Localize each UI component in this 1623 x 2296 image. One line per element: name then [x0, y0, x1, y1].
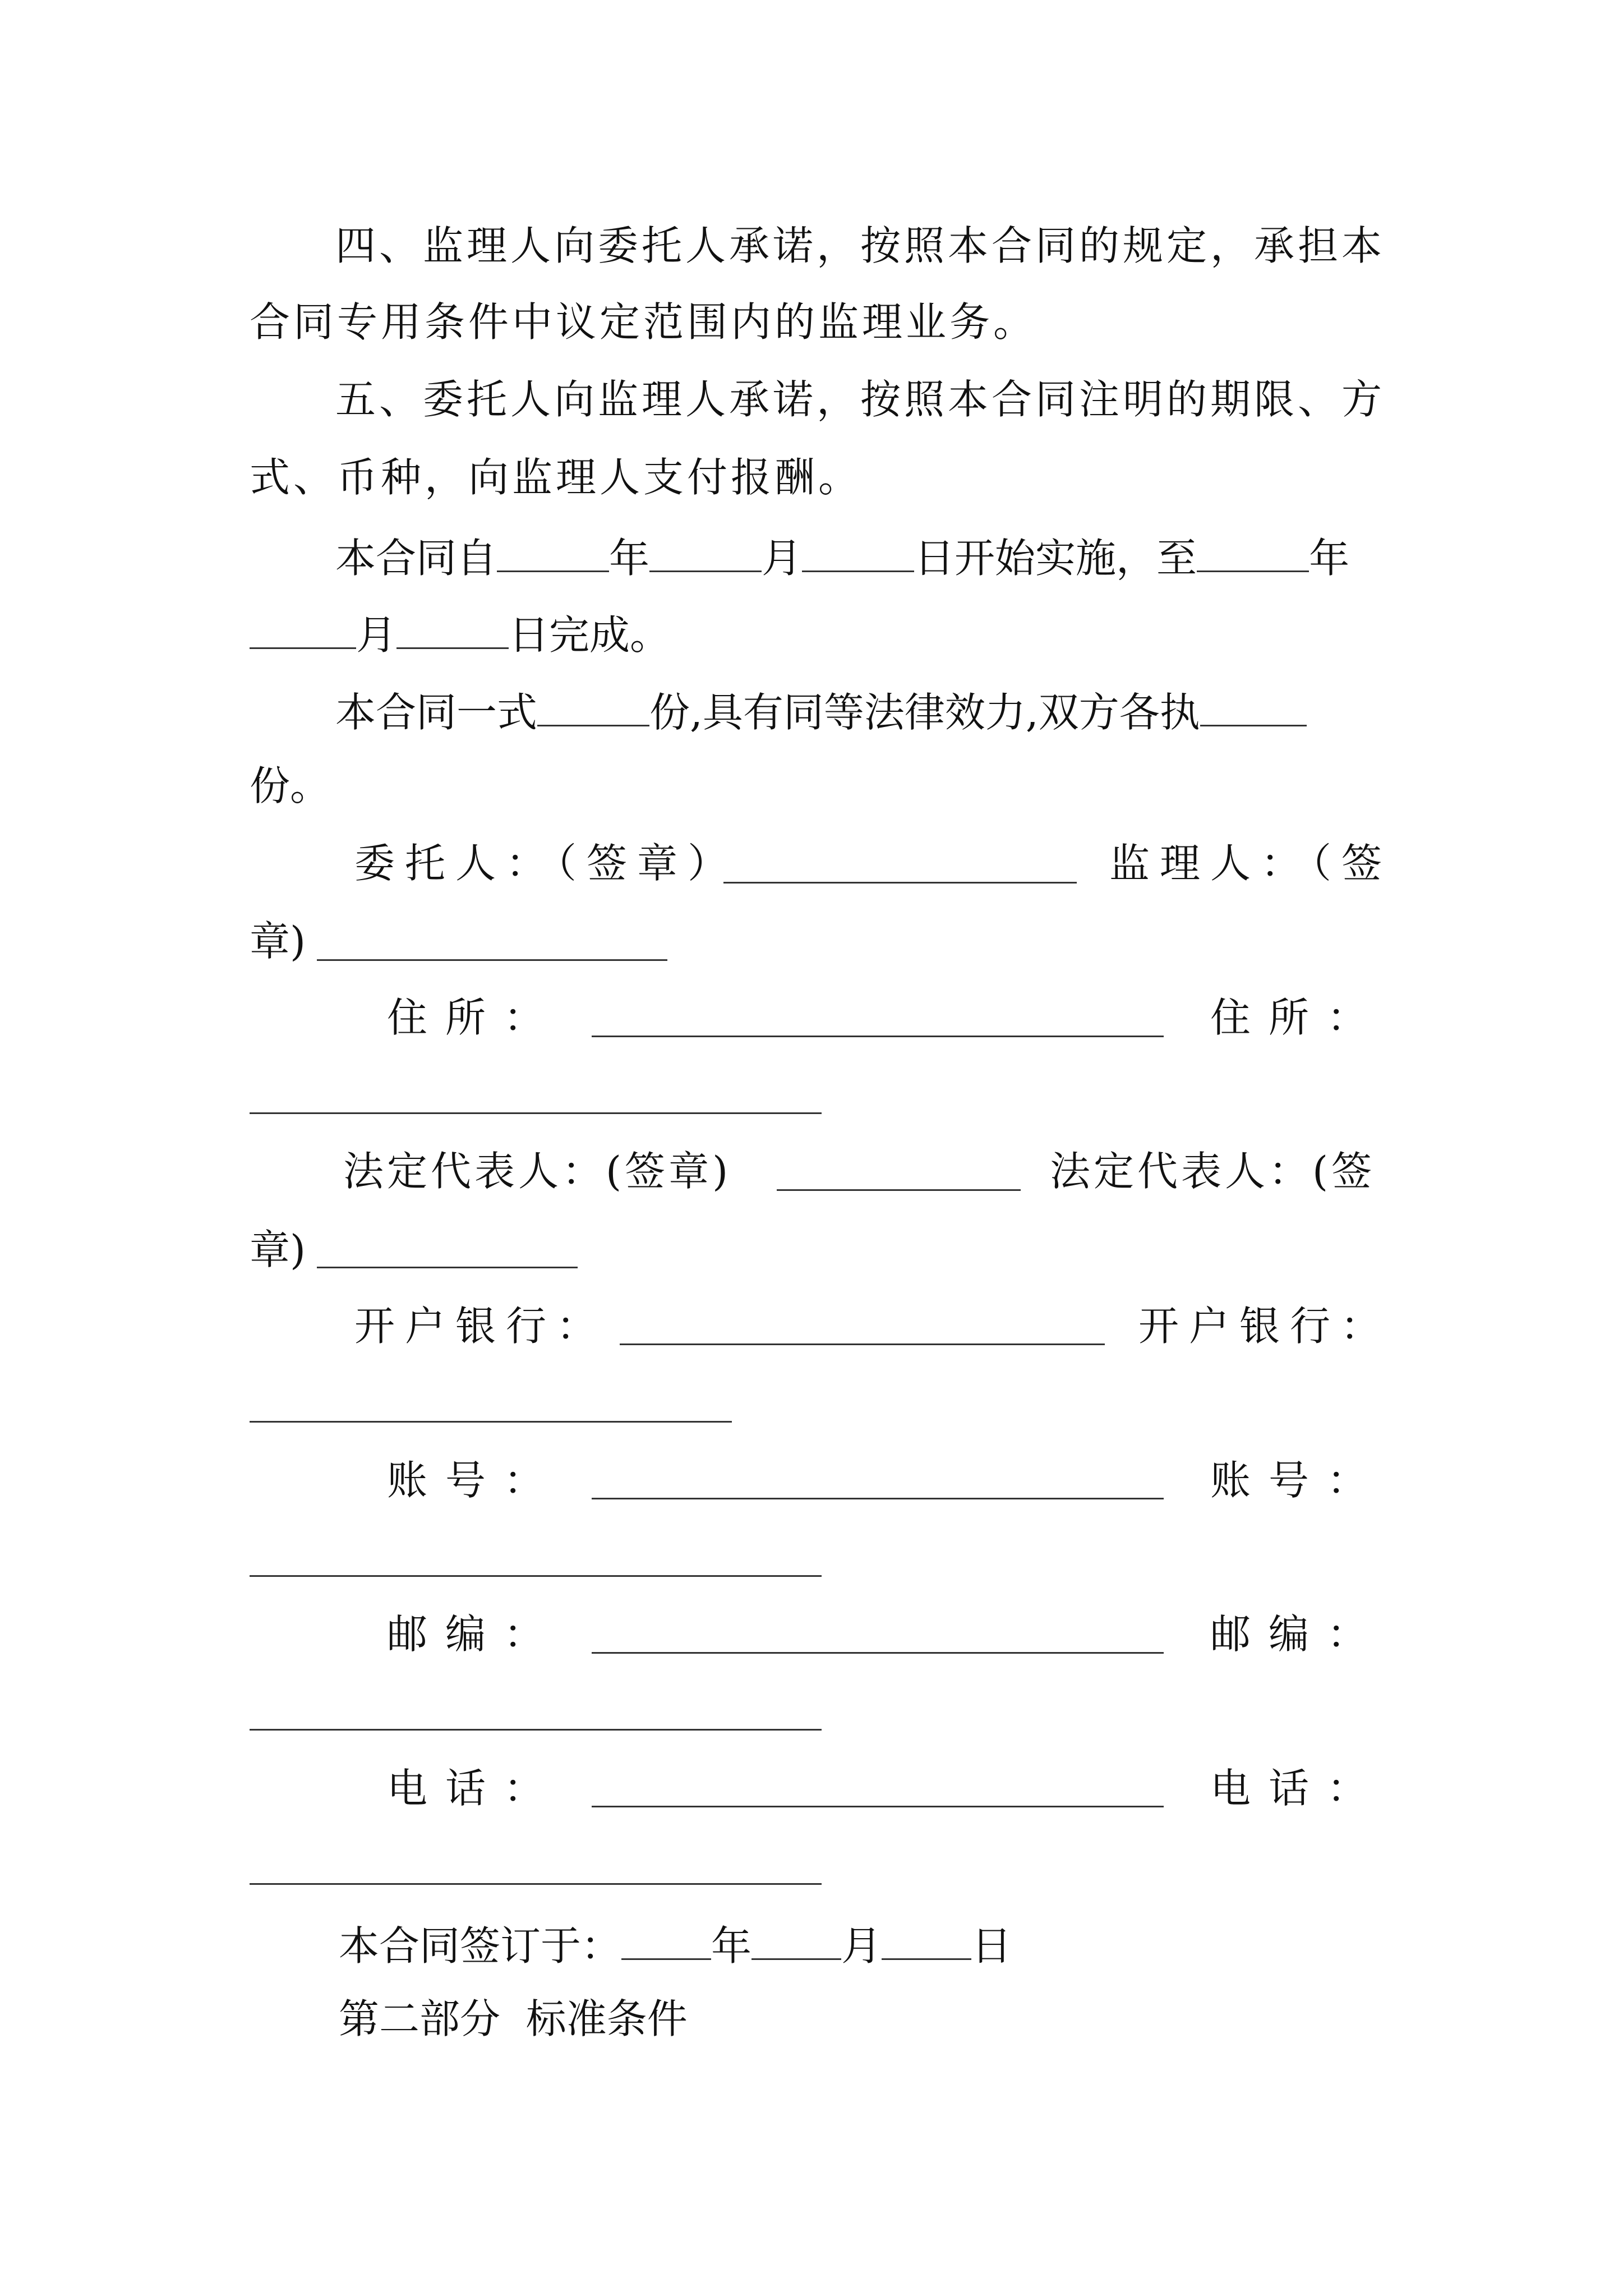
supervisor-legal-rep-line[interactable] [317, 1267, 578, 1268]
copies-line-1 [335, 689, 1307, 736]
supervisor-address-label: 住所： [1210, 994, 1386, 1041]
term-end-year-label: 年 [1309, 535, 1350, 582]
term-start-day-blank[interactable] [802, 535, 914, 572]
client-legal-rep-label: 法定代表人：(签章) [343, 1148, 732, 1195]
signed-date-line [339, 1922, 1012, 1970]
supervisor-postcode-line[interactable] [250, 1729, 822, 1731]
contract-term-line-2 [250, 611, 671, 659]
clause-5-line-1: 五、委托人向监理人承诺，按照本合同注明的期限、方 [335, 376, 1386, 423]
client-phone-label: 电话： [387, 1765, 562, 1812]
term-end-day-label: 日完成。 [509, 611, 671, 659]
term-start-month-blank[interactable] [649, 535, 762, 572]
term-year-label: 年 [609, 535, 650, 582]
supervisor-legal-rep-label-end: 章) [250, 1226, 306, 1273]
term-end-year-blank[interactable] [1197, 535, 1309, 572]
supervisor-address-line[interactable] [250, 1112, 822, 1114]
term-month-label: 月 [762, 535, 803, 582]
client-address-line[interactable] [592, 1036, 1164, 1037]
signed-month-label: 月 [841, 1922, 882, 1970]
supervisor-phone-label: 电话： [1210, 1765, 1386, 1812]
copies-total-blank[interactable] [537, 689, 649, 726]
signed-year-blank[interactable] [621, 1922, 711, 1960]
supervisor-account-label: 账号： [1210, 1457, 1386, 1504]
contract-term-line-1 [335, 535, 1350, 582]
signed-month-blank[interactable] [751, 1922, 841, 1960]
copies-line-2: 份。 [250, 762, 331, 809]
client-postcode-line[interactable] [592, 1652, 1164, 1654]
supervisor-legal-rep-label: 法定代表人：(签 [1050, 1148, 1376, 1195]
client-bank-line[interactable] [620, 1343, 1105, 1345]
client-account-line[interactable] [592, 1498, 1164, 1499]
term-prefix: 本合同自 [335, 535, 497, 582]
signed-day-label: 日 [971, 1922, 1012, 1970]
supervisor-bank-label: 开户银行： [1138, 1303, 1391, 1350]
client-phone-line[interactable] [592, 1806, 1164, 1807]
client-account-label: 账号： [387, 1457, 562, 1504]
term-end-month-label: 月 [356, 611, 397, 659]
term-day-label: 日开始实施，至 [914, 535, 1197, 582]
client-postcode-label: 邮编： [387, 1611, 562, 1658]
supervisor-seal-line[interactable] [317, 959, 667, 961]
client-address-label: 住所： [387, 994, 562, 1041]
part-two-heading: 第二部分 标准条件 [339, 1995, 688, 2042]
signed-year-label: 年 [711, 1922, 752, 1970]
supervisor-seal-label: 监理人：（签 [1109, 840, 1393, 887]
supervisor-postcode-label: 邮编： [1210, 1611, 1386, 1658]
copies-prefix: 本合同一式 [335, 689, 538, 736]
term-end-day-blank[interactable] [396, 611, 509, 649]
supervisor-phone-line[interactable] [250, 1883, 822, 1885]
clause-5-line-2: 式、币种，向监理人支付报酬。 [250, 454, 863, 501]
supervisor-bank-line[interactable] [250, 1421, 732, 1423]
signed-day-blank[interactable] [882, 1922, 971, 1960]
client-seal-label: 委托人：（签章） [354, 840, 739, 887]
clause-4-line-2: 合同专用条件中议定范围内的监理业务。 [250, 298, 1038, 346]
client-legal-rep-line[interactable] [777, 1189, 1021, 1191]
term-end-month-blank[interactable] [250, 611, 356, 649]
supervisor-account-line[interactable] [250, 1575, 822, 1577]
copies-mid: 份,具有同等法律效力,双方各执 [649, 689, 1200, 736]
clause-4-line-1: 四、监理人向委托人承诺，按照本合同的规定，承担本 [335, 222, 1386, 269]
supervisor-seal-label-end: 章) [250, 918, 306, 965]
term-start-year-blank[interactable] [497, 535, 609, 572]
client-bank-label: 开户银行： [354, 1303, 607, 1350]
copies-each-blank[interactable] [1200, 689, 1307, 726]
signed-prefix: 本合同签订于： [339, 1922, 622, 1970]
client-seal-line[interactable] [723, 882, 1077, 884]
